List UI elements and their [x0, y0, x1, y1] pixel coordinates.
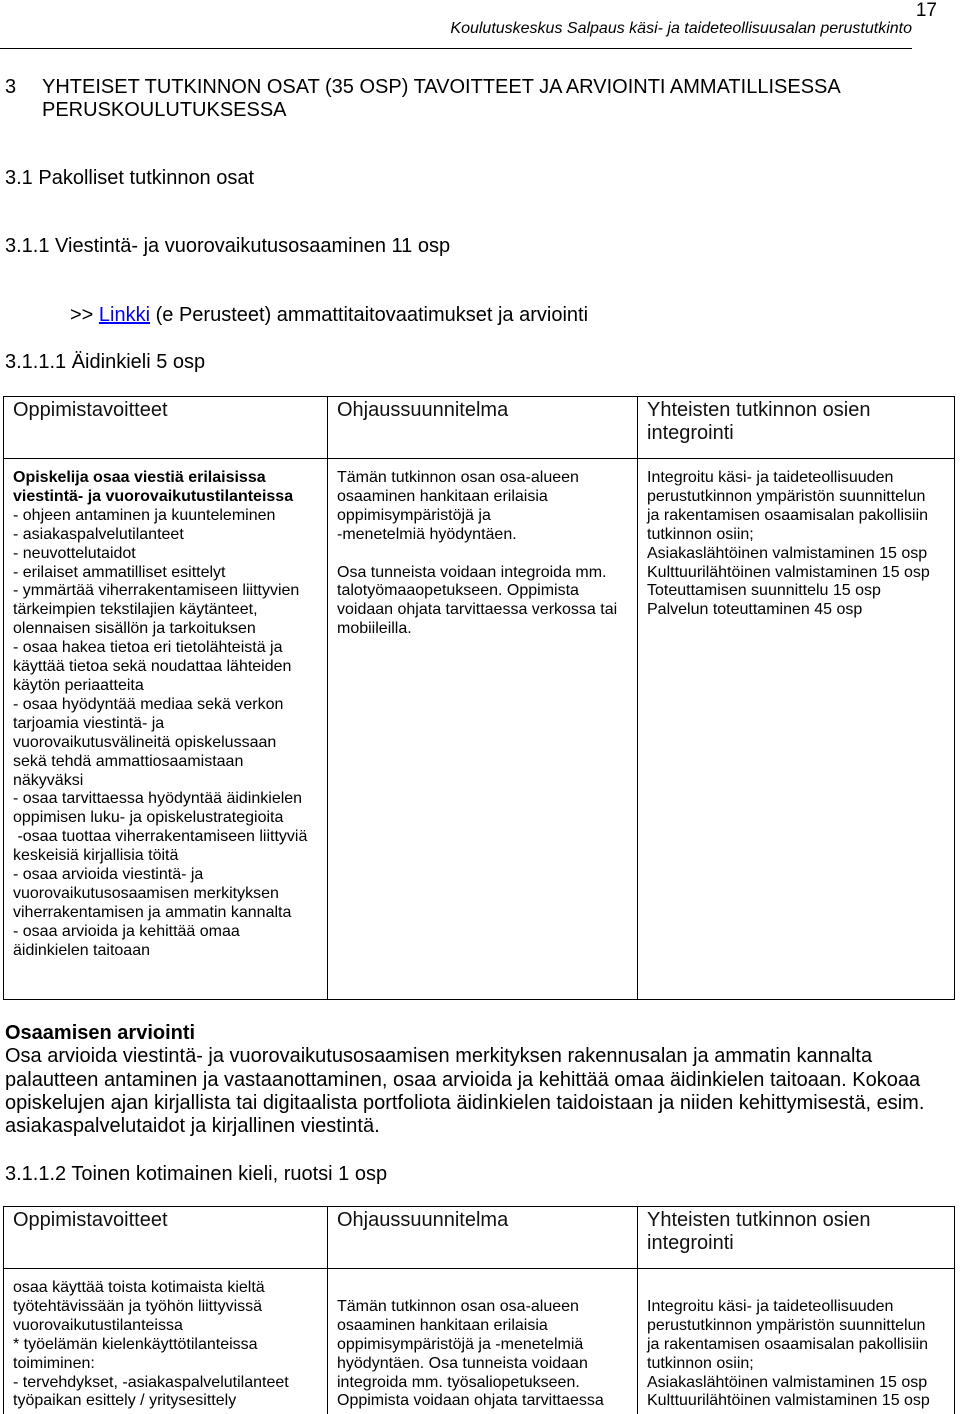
integration-list: [647, 1298, 950, 1411]
objective-line: vuorovaikutustilanteissa: [13, 1316, 183, 1334]
guidance-line: integroida mm. työsaliopetukseen.: [337, 1373, 580, 1391]
integration-line: Integroitu käsi- ja taideteollisuuden: [647, 1297, 894, 1315]
objective-line: - osaa tarvittaessa hyödyntää äidinkielen: [13, 790, 303, 808]
integration-line: Asiakaslähtöinen valmistaminen 15 osp: [647, 1373, 928, 1391]
perusteet-link[interactable]: Linkki: [98, 304, 151, 326]
guidance-line: talotyömaaopetukseen. Oppimista: [337, 582, 579, 600]
integration-line: Palvelun toteuttaminen 45 osp: [647, 601, 863, 619]
table-body-row: [4, 1269, 954, 1414]
chapter-number: 3: [5, 76, 17, 98]
objective-line: käyttää tietoa sekä noudattaa lähteiden: [13, 658, 292, 676]
section-heading-3-1-1-2: 3.1.1.2 Toinen kotimainen kieli, ruotsi 1 osp: [5, 1163, 388, 1185]
objective-line: oppimisen luku- ja opiskelustrategioita: [13, 809, 284, 827]
guidance-cell: [328, 459, 638, 999]
ruotsi-table: [3, 1206, 955, 1414]
objective-line: vuorovaikutusosaamisen merkityksen: [13, 884, 279, 902]
objective-lead-line: viestintä- ja vuorovaikutustilanteissa: [13, 487, 294, 505]
objective-line: keskeisiä kirjallisia töitä: [13, 847, 179, 865]
objective-line: - erilaiset ammatilliset esittelyt: [13, 563, 226, 581]
assessment-line: opiskelujen ajan kirjallista tai digitaalista portfoliota äidinkielen taidoistaan ja niiden kehittymisestä, esim.: [5, 1091, 925, 1114]
header-objectives: Oppimistavoitteet: [4, 397, 328, 458]
guidance-paragraph: [337, 564, 633, 640]
guidance-paragraph: [337, 469, 633, 545]
objective-line: - osaa arvioida ja kehittää omaa: [13, 922, 240, 940]
header-integration: Yhteisten tutkinnon osien integrointi: [647, 399, 871, 444]
objective-line: - ohjeen antaminen ja kuunteleminen: [13, 506, 276, 524]
table-header-row: [4, 1207, 954, 1269]
guidance-line: Osa tunneista voidaan integroida mm.: [337, 563, 607, 581]
integration-line: tutkinnon osiin;: [647, 525, 754, 543]
objective-line: - osaa hakea tietoa eri tietolähteistä ja: [13, 639, 283, 657]
objective-line: - neuvottelutaidot: [13, 544, 136, 562]
link-prefix: >>: [70, 304, 94, 326]
integration-line: Kulttuurilähtöinen valmistaminen 15 osp: [647, 563, 930, 581]
aidinkieli-table: [3, 396, 955, 1000]
header-rule: [0, 48, 912, 49]
section-heading-3-1: 3.1 Pakolliset tutkinnon osat: [5, 167, 255, 189]
header-objectives: Oppimistavoitteet: [4, 1207, 328, 1268]
objective-line: tärkeimpien tekstilajien käytänteet,: [13, 601, 258, 619]
objective-line: -osaa tuottaa viherrakentamiseen liittyviä: [13, 828, 308, 846]
integration-line: ja rakentamisen osaamisalan pakollisiin: [647, 1335, 929, 1353]
table-body-row: [4, 459, 954, 999]
objective-line: - asiakaspalvelutilanteet: [13, 525, 184, 543]
objective-line: osaa käyttää toista kotimaista kieltä: [13, 1279, 265, 1296]
objective-line: * työelämän kielenkäyttötilanteissa: [13, 1335, 258, 1353]
guidance-cell: [328, 1269, 638, 1414]
header-guidance: Ohjaussuunnitelma: [328, 397, 638, 458]
guidance-paragraph: [337, 1298, 633, 1411]
integration-list: [647, 469, 950, 620]
objective-line: - ymmärtää viherrakentamiseen liittyvien: [13, 582, 300, 600]
objectives-cell: [4, 1269, 328, 1414]
objective-line: käytön periaatteita: [13, 676, 144, 694]
link-line: [70, 304, 588, 327]
objective-line: - osaa hyödyntää mediaa sekä verkon: [13, 695, 284, 713]
header-integration: Yhteisten tutkinnon osien integrointi: [647, 1209, 871, 1254]
page-number: 17: [915, 0, 937, 21]
guidance-line: voidaan ohjata tarvittaessa verkossa tai: [337, 601, 618, 619]
chapter-heading: [0, 76, 900, 122]
assessment-line: palautteen antaminen ja vastaanottaminen, osaa arvioida ja kehittää omaa äidinkielen taitoaan. Kokoaa: [5, 1068, 921, 1091]
integration-line: Integroitu käsi- ja taideteollisuuden: [647, 469, 894, 486]
objective-line: sekä tehdä ammattiosaamistaan: [13, 752, 244, 770]
guidance-line: hyödyntäen. Osa tunneista voidaan: [337, 1354, 588, 1372]
guidance-line: Tämän tutkinnon osan osa-alueen: [337, 1297, 579, 1315]
objective-line: olennaisen sisällön ja tarkoituksen: [13, 620, 256, 638]
objective-line: äidinkielen taitoaan: [13, 941, 150, 959]
integration-line: perustutkinnon ympäristön suunnittelun: [647, 487, 926, 505]
assessment-title: Osaamisen arviointi: [5, 1022, 196, 1044]
assessment-line: Osa arvioida viestintä- ja vuorovaikutusosaamisen merkityksen rakennusalan ja ammatin kannalta: [5, 1045, 873, 1068]
integration-cell: [638, 459, 954, 999]
integration-line: Kulttuurilähtöinen valmistaminen 15 osp: [647, 1392, 930, 1410]
objectives-list: [13, 1279, 323, 1411]
objective-lead-line: Opiskelija osaa viestiä erilaisissa: [13, 469, 266, 486]
guidance-line: Tämän tutkinnon osan osa-alueen: [337, 469, 579, 486]
guidance-line: mobiileilla.: [337, 620, 412, 638]
section-heading-3-1-1: 3.1.1 Viestintä- ja vuorovaikutusosaaminen 11 osp: [5, 235, 451, 257]
integration-line: tutkinnon osiin;: [647, 1354, 754, 1372]
assessment-line: asiakaspalvelutaidot ja kirjallinen viestintä.: [5, 1115, 380, 1138]
objective-line: näkyväksi: [13, 771, 84, 789]
table-header-row: [4, 397, 954, 459]
chapter-title-line: PERUSKOULUTUKSESSA: [42, 99, 287, 121]
chapter-title-line: YHTEISET TUTKINNON OSAT (35 OSP) TAVOITTEET JA ARVIOINTI AMMATILLISESSA: [42, 76, 841, 98]
link-suffix: (e Perusteet) ammattitaitovaatimukset ja arviointi: [155, 304, 589, 326]
objective-line: työpaikan esittely / yritysesittely: [13, 1392, 237, 1410]
assessment-text: [5, 1045, 924, 1138]
guidance-line: oppimisympäristöjä ja: [337, 506, 491, 524]
objective-line: vuorovaikutusvälineitä opiskelussaan: [13, 733, 277, 751]
assessment-section: [5, 1022, 924, 1138]
objectives-cell: [4, 459, 328, 999]
guidance-line: osaaminen hankitaan erilaisia: [337, 1316, 548, 1334]
integration-line: ja rakentamisen osaamisalan pakollisiin: [647, 506, 929, 524]
objective-line: - tervehdykset, -asiakaspalvelutilanteet: [13, 1373, 289, 1391]
integration-cell: [638, 1269, 954, 1414]
chapter-title: [42, 76, 841, 122]
running-header-title: Koulutuskeskus Salpaus käsi- ja taideteollisuusalan perustutkinto: [450, 20, 912, 37]
guidance-line: oppimisympäristöjä ja -menetelmiä: [337, 1335, 584, 1353]
objectives-list: [13, 507, 323, 961]
header-guidance: Ohjaussuunnitelma: [328, 1207, 638, 1268]
objectives-lead: [13, 469, 323, 507]
guidance-line: -menetelmiä hyödyntäen.: [337, 525, 517, 543]
integration-line: Toteuttamisen suunnittelu 15 osp: [647, 582, 881, 600]
guidance-line: Oppimista voidaan ohjata tarvittaessa: [337, 1392, 604, 1410]
section-heading-3-1-1-1: 3.1.1.1 Äidinkieli 5 osp: [5, 351, 206, 373]
integration-line: Asiakaslähtöinen valmistaminen 15 osp: [647, 544, 928, 562]
objective-line: - osaa arvioida viestintä- ja: [13, 866, 204, 884]
objective-line: toimiminen:: [13, 1354, 95, 1372]
guidance-line: osaaminen hankitaan erilaisia: [337, 487, 548, 505]
objective-line: työtehtävissään ja työhön liittyvissä: [13, 1297, 263, 1315]
objective-line: tarjoamia viestintä- ja: [13, 714, 165, 732]
objective-line: viherrakentamisen ja ammatin kannalta: [13, 903, 292, 921]
integration-line: perustutkinnon ympäristön suunnittelun: [647, 1316, 926, 1334]
